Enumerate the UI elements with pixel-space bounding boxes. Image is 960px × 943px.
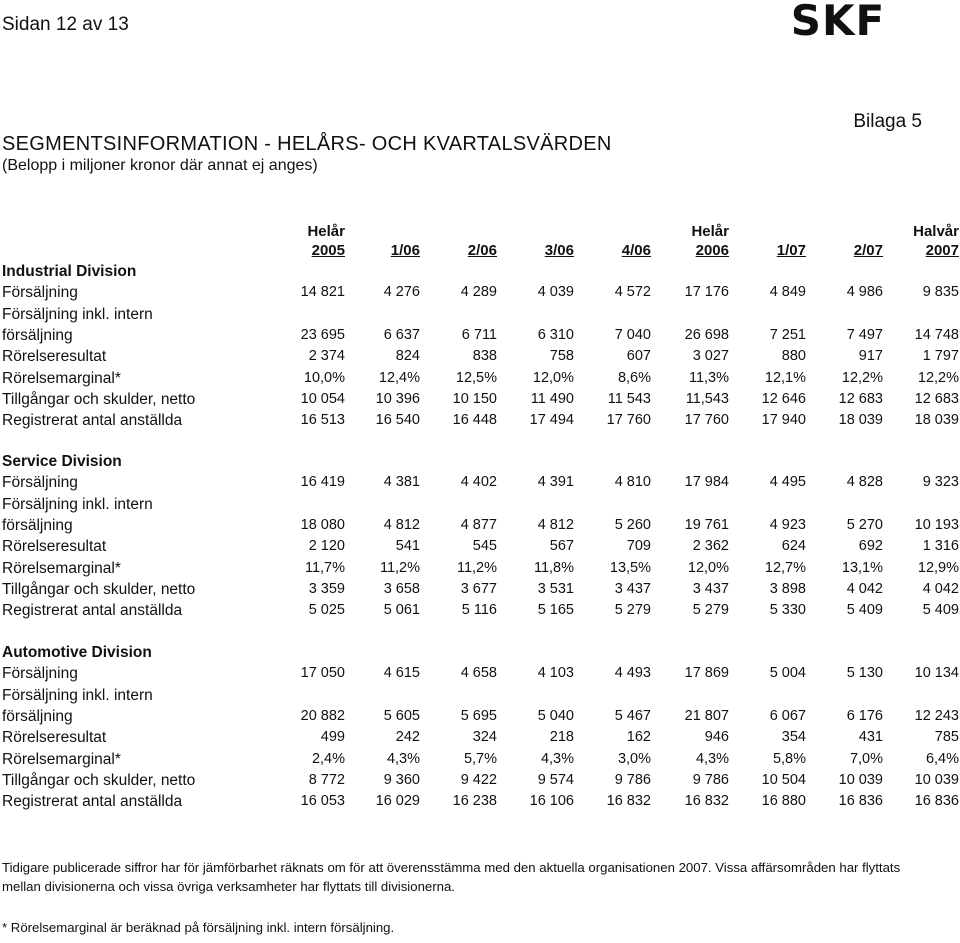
table-cell: 4 103 [537, 665, 574, 682]
table-cell: 5 330 [769, 602, 806, 619]
row-label: Försäljning [2, 284, 78, 302]
column-header-bottom: 3/06 [544, 242, 574, 259]
table-cell: 17 760 [684, 412, 729, 429]
table-cell: 18 039 [838, 412, 883, 429]
table-cell: 242 [395, 729, 420, 746]
table-cell: 3 437 [614, 580, 651, 597]
table-cell: 13,5% [609, 559, 651, 576]
column-header-bottom: 2006 [695, 242, 729, 259]
table-row [0, 327, 960, 348]
table-row [0, 391, 960, 412]
table-row [0, 602, 960, 623]
table-cell: 18 080 [300, 516, 345, 533]
table-cell: 3,0% [617, 750, 651, 767]
logo-text: SKF [790, 2, 886, 40]
table-cell: 4 039 [537, 284, 574, 301]
table-cell: 4 289 [460, 284, 497, 301]
table-cell: 17 869 [684, 665, 729, 682]
table-cell: 5 165 [537, 602, 574, 619]
row-label: Tillgångar och skulder, netto [2, 771, 196, 789]
table-cell: 7 040 [614, 326, 651, 343]
table-cell: 5 040 [537, 707, 574, 724]
row-label: Försäljning [2, 474, 78, 492]
table-cell: 4 658 [460, 665, 497, 682]
table-cell: 5 025 [308, 602, 345, 619]
table-row [0, 687, 960, 708]
column-header-bottom: 4/06 [621, 242, 651, 259]
table-cell: 838 [472, 348, 497, 365]
row-label: Rörelsemarginal* [2, 559, 121, 577]
row-label: Rörelseresultat [2, 538, 107, 556]
row-label: Försäljning inkl. intern [2, 495, 153, 513]
table-cell: 4 391 [537, 474, 574, 491]
table-cell: 16 540 [375, 412, 420, 429]
table-cell: 11 490 [530, 390, 574, 407]
table-cell: 3 898 [769, 580, 806, 597]
table-cell: 17 940 [761, 412, 806, 429]
table-cell: 19 761 [684, 516, 729, 533]
table-cell: 4 615 [383, 665, 420, 682]
table-cell: 545 [472, 538, 497, 555]
table-cell: 1 316 [922, 538, 959, 555]
page-counter: Sidan 12 av 13 [2, 14, 129, 35]
table-cell: 10 396 [375, 390, 420, 407]
table-row [0, 284, 960, 305]
table-cell: 14 748 [914, 326, 959, 343]
column-header-top: Helår [691, 223, 729, 240]
table-cell: 8 772 [308, 771, 345, 788]
table-cell: 16 836 [914, 793, 959, 810]
table-cell: 10 134 [914, 665, 959, 682]
table-cell: 10 054 [300, 390, 345, 407]
table-cell: 10 039 [914, 771, 959, 788]
table-row [0, 729, 960, 750]
table-cell: 10 150 [452, 390, 497, 407]
table-cell: 12 683 [914, 390, 959, 407]
table-cell: 4 812 [383, 516, 420, 533]
table-cell: 5,8% [772, 750, 806, 767]
table-cell: 4 810 [614, 474, 651, 491]
row-label: Tillgångar och skulder, netto [2, 580, 196, 598]
table-cell: 431 [858, 729, 883, 746]
table-cell: 16 106 [529, 793, 574, 810]
table-cell: 5 004 [769, 665, 806, 682]
table-cell: 17 050 [300, 665, 345, 682]
table-cell: 4 042 [922, 580, 959, 597]
table-cell: 7 497 [846, 326, 883, 343]
table-cell: 16 448 [452, 412, 497, 429]
table-cell: 9 835 [922, 284, 959, 301]
table-cell: 5 695 [460, 707, 497, 724]
table-row [0, 538, 960, 559]
table-cell: 5 605 [383, 707, 420, 724]
row-label: Tillgångar och skulder, netto [2, 390, 196, 408]
table-cell: 12,2% [917, 369, 959, 386]
column-header-bottom: 1/06 [390, 242, 420, 259]
table-cell: 13,1% [841, 559, 883, 576]
table-cell: 11 543 [607, 390, 651, 407]
footnote: * Rörelsemarginal är beräknad på försäljning inkl. intern försäljning. [2, 920, 395, 935]
table-cell: 4 381 [383, 474, 420, 491]
table-cell: 5,7% [463, 750, 497, 767]
column-header-bottom: 2/06 [467, 242, 497, 259]
table-cell: 4 276 [383, 284, 420, 301]
table-cell: 880 [781, 348, 806, 365]
table-cell: 16 029 [375, 793, 420, 810]
table-cell: 11,3% [688, 369, 729, 386]
table-cell: 9 786 [614, 771, 651, 788]
table-cell: 4 877 [460, 516, 497, 533]
column-header-bottom: 1/07 [776, 242, 806, 259]
table-cell: 11,7% [304, 559, 345, 576]
row-label: Försäljning [2, 665, 78, 683]
table-row [0, 306, 960, 327]
table-cell: 4 495 [769, 474, 806, 491]
table-cell: 8,6% [617, 369, 651, 386]
skf-logo [760, 2, 916, 40]
table-cell: 324 [472, 729, 497, 746]
table-cell: 23 695 [300, 326, 345, 343]
table-cell: 6 310 [537, 326, 574, 343]
table-cell: 7 251 [769, 326, 806, 343]
table-cell: 4 923 [769, 516, 806, 533]
table-row [0, 793, 960, 814]
row-label: Registrerat antal anställda [2, 412, 183, 430]
table-cell: 12,0% [532, 369, 574, 386]
row-label: Rörelsemarginal* [2, 750, 121, 768]
table-cell: 785 [934, 729, 959, 746]
table-cell: 12,7% [764, 559, 806, 576]
attachment-label: Bilaga 5 [853, 111, 922, 132]
table-cell: 4 828 [846, 474, 883, 491]
table-cell: 6 067 [769, 707, 806, 724]
table-cell: 4 812 [537, 516, 574, 533]
table-row [0, 370, 960, 391]
row-label: Rörelseresultat [2, 348, 107, 366]
table-cell: 499 [320, 729, 345, 746]
table-cell: 4,3% [695, 750, 729, 767]
table-cell: 10,0% [303, 369, 345, 386]
table-cell: 2,4% [311, 750, 345, 767]
table-cell: 12,0% [687, 559, 729, 576]
table-cell: 5 467 [614, 707, 651, 724]
table-cell: 3 658 [383, 580, 420, 597]
table-cell: 541 [395, 538, 420, 555]
table-cell: 3 531 [537, 580, 574, 597]
table-cell: 5 260 [614, 516, 651, 533]
table-cell: 4 986 [846, 284, 883, 301]
table-cell: 9 323 [922, 474, 959, 491]
table-cell: 17 494 [529, 412, 574, 429]
table-cell: 12,1% [764, 369, 806, 386]
table-cell: 9 360 [383, 771, 420, 788]
column-header-top: Halvår [913, 223, 959, 240]
table-cell: 5 409 [846, 602, 883, 619]
table-cell: 16 419 [300, 474, 345, 491]
table-row [0, 751, 960, 772]
table-cell: 5 061 [383, 602, 420, 619]
table-cell: 12 683 [838, 390, 883, 407]
table-cell: 6 711 [461, 326, 497, 343]
table-cell: 5 279 [614, 602, 651, 619]
table-cell: 2 374 [308, 348, 345, 365]
table-cell: 162 [626, 729, 651, 746]
table-cell: 16 513 [300, 412, 345, 429]
row-label: Rörelseresultat [2, 729, 107, 747]
table-cell: 624 [781, 538, 806, 555]
table-cell: 12,5% [455, 369, 497, 386]
table-cell: 12,4% [378, 369, 420, 386]
table-cell: 4 849 [769, 284, 806, 301]
table-cell: 5 409 [922, 602, 959, 619]
row-label: Rörelsemarginal* [2, 369, 121, 387]
column-header-top: Helår [307, 223, 345, 240]
table-cell: 4 042 [846, 580, 883, 597]
table-cell: 3 359 [308, 580, 345, 597]
table-cell: 17 760 [606, 412, 651, 429]
table-cell: 12 243 [914, 707, 959, 724]
table-cell: 9 422 [460, 771, 497, 788]
table-cell: 12,9% [917, 559, 959, 576]
table-cell: 11,8% [533, 559, 574, 576]
table-cell: 16 836 [838, 793, 883, 810]
note-text: Tidigare publicerade siffror har för jämförbarhet räknats om för att överensstämma med den aktuella organisationen 2007. Vissa affärsområden har flyttats mellan divisionerna och vissa övriga verksamheter har flyttats till divisionerna. [2, 860, 901, 894]
table-row [0, 708, 960, 729]
table-cell: 5 130 [846, 665, 883, 682]
table-row [0, 496, 960, 517]
table-row [0, 517, 960, 538]
table-cell: 917 [858, 348, 883, 365]
table-cell: 354 [781, 729, 806, 746]
table-cell: 16 880 [761, 793, 806, 810]
row-label: försäljning [2, 707, 73, 725]
table-cell: 11,2% [456, 559, 497, 576]
table-cell: 6 637 [383, 326, 420, 343]
table-cell: 4,3% [386, 750, 420, 767]
table-cell: 5 116 [461, 602, 497, 619]
table-cell: 9 786 [692, 771, 729, 788]
table-cell: 6,4% [925, 750, 959, 767]
table-cell: 709 [626, 538, 651, 555]
row-label: försäljning [2, 326, 73, 344]
table-cell: 218 [549, 729, 574, 746]
table-cell: 16 053 [300, 793, 345, 810]
table-cell: 567 [549, 538, 574, 555]
table-cell: 758 [549, 348, 574, 365]
table-row [0, 348, 960, 369]
table-row [0, 665, 960, 686]
section-title: Service Division [2, 453, 122, 470]
table-cell: 12,2% [841, 369, 883, 386]
document-subtitle: (Belopp i miljoner kronor där annat ej anges) [2, 157, 318, 174]
table-cell: 7,0% [849, 750, 883, 767]
table-cell: 4 493 [614, 665, 651, 682]
table-cell: 1 797 [922, 348, 959, 365]
column-header-bottom: 2005 [311, 242, 345, 259]
column-header-bottom: 2007 [925, 242, 959, 259]
table-cell: 4 572 [614, 284, 651, 301]
table-cell: 12 646 [761, 390, 806, 407]
table-cell: 2 120 [308, 538, 345, 555]
table-cell: 3 027 [692, 348, 729, 365]
table-cell: 5 270 [846, 516, 883, 533]
table-row [0, 412, 960, 433]
column-header-bottom: 2/07 [853, 242, 883, 259]
table-cell: 16 238 [452, 793, 497, 810]
table-cell: 20 882 [300, 707, 345, 724]
row-label: Registrerat antal anställda [2, 602, 183, 620]
table-cell: 6 176 [846, 707, 883, 724]
table-cell: 21 807 [684, 707, 729, 724]
row-label: Försäljning inkl. intern [2, 305, 153, 323]
table-cell: 16 832 [606, 793, 651, 810]
document-title: SEGMENTSINFORMATION - HELÅRS- OCH KVARTALSVÄRDEN [2, 133, 612, 155]
table-cell: 11,543 [685, 390, 729, 407]
row-label: försäljning [2, 516, 73, 534]
table-cell: 17 984 [684, 474, 729, 491]
table-cell: 26 698 [684, 326, 729, 343]
table-cell: 9 574 [537, 771, 574, 788]
table-cell: 2 362 [692, 538, 729, 555]
table-cell: 11,2% [379, 559, 420, 576]
table-row [0, 560, 960, 581]
section-title: Automotive Division [2, 644, 152, 661]
table-cell: 3 677 [460, 580, 497, 597]
table-cell: 16 832 [684, 793, 729, 810]
table-row [0, 772, 960, 793]
row-label: Försäljning inkl. intern [2, 686, 153, 704]
table-cell: 4,3% [540, 750, 574, 767]
row-label: Registrerat antal anställda [2, 793, 183, 811]
table-cell: 3 437 [692, 580, 729, 597]
table-cell: 17 176 [684, 284, 729, 301]
section-title: Industrial Division [2, 263, 137, 280]
table-row [0, 581, 960, 602]
table-cell: 10 193 [914, 516, 959, 533]
table-cell: 18 039 [914, 412, 959, 429]
table-row [0, 474, 960, 495]
table-cell: 607 [626, 348, 651, 365]
table-cell: 946 [704, 729, 729, 746]
table-cell: 692 [858, 538, 883, 555]
table-cell: 14 821 [300, 284, 345, 301]
table-cell: 4 402 [460, 474, 497, 491]
table-cell: 10 504 [761, 771, 806, 788]
table-cell: 10 039 [838, 771, 883, 788]
table-cell: 5 279 [692, 602, 729, 619]
table-cell: 824 [395, 348, 420, 365]
